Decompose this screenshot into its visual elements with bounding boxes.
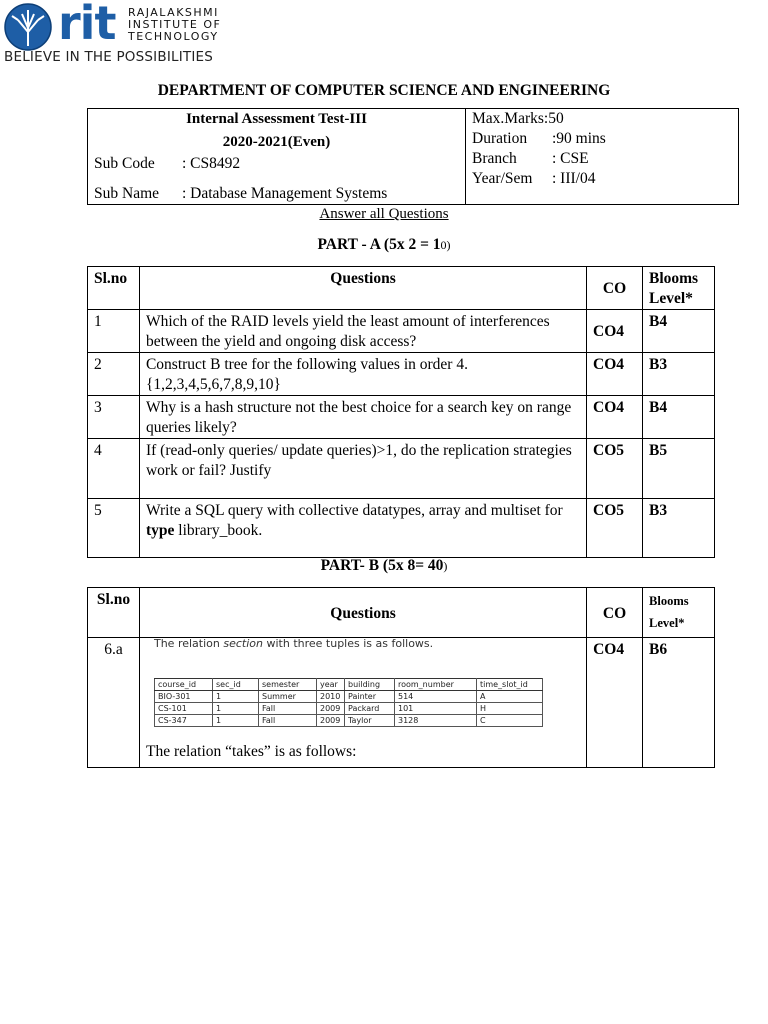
table-row: 5 Write a SQL query with collective datatypes, array and multiset for type library_book. CO5 B3 [88,499,715,558]
sub-name-row: Sub Name : Database Management Systems [94,185,388,202]
part-a-table [87,266,715,558]
table-header-row [88,267,715,310]
duration-row: Duration :90 mins [472,130,606,147]
table-row: 1 Which of the RAID levels yield the least amount of interferences between the yield and ongoing disk access? CO4 B4 [88,310,715,353]
col-blooms: Blooms Level* [643,267,715,310]
table-row: 6.a The relation section with three tuples is as follows. course_id sec_id semester year building room_number time_slot_id BIO-301 1 Summer 2010 Painter 514 A CS-101 1 Fall 2009 Packard 101 H CS-347 1 Fall 2009 Taylor 3128 C The relation “takes” is as follows: CO4 B6 [88,638,715,768]
brand-name: rit [58,0,116,50]
col-slno: Sl.no [88,588,140,638]
question-text: Construct B tree for the following values in order 4. {1,2,3,4,5,6,7,8,9,10} [139,353,586,396]
sub-code-row: Sub Code : CS8492 [94,155,241,172]
table-row: 4 If (read-only queries/ update queries)>1, do the replication strategies work or fail? Justify CO5 B5 [88,439,715,499]
question-cell [139,638,586,768]
test-title: Internal Assessment Test-III [186,111,367,127]
section-relation-table: course_id sec_id semester year building room_number time_slot_id BIO-301 1 Summer 2010 Painter 514 A CS-101 1 Fall 2009 Packard 101 H CS-347 1 Fall 2009 Taylor 3128 C [154,678,543,727]
academic-year: 2020-2021(Even) [222,134,331,150]
question-text: If (read-only queries/ update queries)>1, do the replication strategies work or fail? Justify [139,439,586,499]
relation-image [140,638,586,762]
question-text: Why is a hash structure not the best choice for a search key on range queries likely? [139,396,586,439]
max-marks-row: Max.Marks:50 [472,110,564,127]
col-co: CO [587,588,643,638]
instruction: Answer all Questions [319,206,449,222]
institute-name: RAJALAKSHMI INSTITUTE OF TECHNOLOGY [128,6,222,43]
year-sem-row: Year/Sem : III/04 [472,170,596,187]
part-b-title: PART- B (5x 8= 40) [320,557,448,574]
question-text: Which of the RAID levels yield the least amount of interferences between the yield and ongoing disk access? [139,310,586,353]
col-questions: Questions [139,267,586,310]
part-a-title: PART - A (5x 2 = 10) [317,236,451,253]
table-row: 3 Why is a hash structure not the best choice for a search key on range queries likely? CO4 B4 [88,396,715,439]
question-text: Write a SQL query with collective datatypes, array and multiset for type library_book. [139,499,586,558]
col-co: CO [587,267,643,310]
col-blooms: Blooms Level* [643,588,715,638]
table-header-row [88,588,715,638]
department-title: DEPARTMENT OF COMPUTER SCIENCE AND ENGINEERING [157,82,611,99]
takes-relation-text: The relation “takes” is as follows: [145,743,357,760]
col-questions: Questions [139,588,586,638]
relation-caption: The relation section with three tuples is as follows. [153,637,434,650]
tree-logo-icon [2,2,54,52]
branch-row: Branch : CSE [472,150,589,167]
part-b-table [87,587,715,768]
col-slno: Sl.no [88,267,140,310]
exam-header-box [87,108,739,205]
table-row: 2 Construct B tree for the following values in order 4. {1,2,3,4,5,6,7,8,9,10} CO4 B3 [88,353,715,396]
tagline: BELIEVE IN THE POSSIBILITIES [4,49,214,65]
